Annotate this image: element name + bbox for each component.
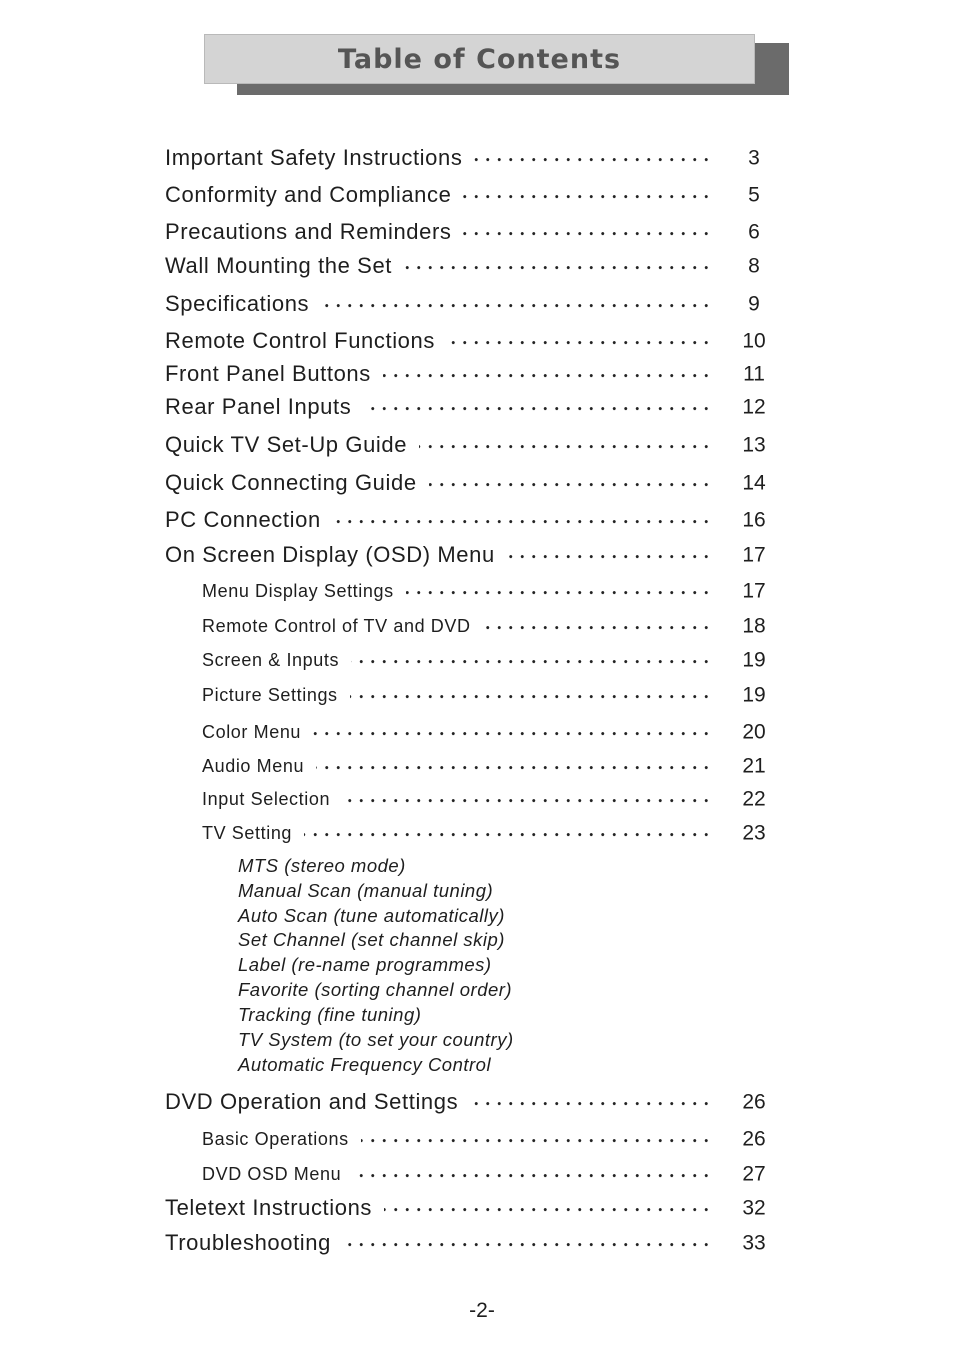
toc-entry-page: 10 <box>742 329 766 353</box>
dot-leader <box>419 445 712 449</box>
toc-entry-page: 26 <box>742 1127 766 1151</box>
toc-entry[interactable] <box>0 326 954 356</box>
dot-leader <box>351 660 712 664</box>
toc-entry[interactable] <box>0 680 954 710</box>
toc-entry[interactable] <box>0 1159 954 1189</box>
toc-entry-label: DVD Operation and Settings <box>165 1089 459 1114</box>
dot-leader <box>483 626 712 630</box>
toc-entry-page: 20 <box>742 720 766 744</box>
toc-entry-page: 19 <box>742 683 766 707</box>
toc-entry-label: Teletext Instructions <box>165 1195 373 1220</box>
toc-entry-page: 27 <box>742 1162 766 1186</box>
dot-leader <box>406 591 712 595</box>
toc-entry[interactable] <box>0 430 954 460</box>
dot-leader <box>463 195 712 199</box>
toc-entry-label: Audio Menu <box>202 756 305 776</box>
dot-leader <box>321 304 712 308</box>
toc-entry[interactable] <box>0 359 954 389</box>
toc-entry-page: 8 <box>748 254 760 278</box>
toc-entry-label: TV Setting <box>202 823 293 843</box>
toc-entry-label: Front Panel Buttons <box>165 361 371 386</box>
page-number: -2- <box>469 1299 495 1322</box>
tv-setting-subitem: Favorite (sorting channel order) <box>238 979 513 1000</box>
toc-entry-label: Picture Settings <box>202 685 338 705</box>
toc-entry-label: Important Safety Instructions <box>165 145 463 170</box>
toc-entry-page: 32 <box>742 1196 766 1220</box>
toc-entry[interactable] <box>0 392 954 422</box>
toc-entry[interactable] <box>0 289 954 319</box>
toc-entry[interactable] <box>0 751 954 781</box>
page-title: Table of Contents <box>337 43 622 75</box>
tv-setting-subitem: TV System (to set your country) <box>238 1029 514 1050</box>
toc-entry-page: 23 <box>742 821 766 845</box>
dot-leader <box>470 1102 712 1106</box>
toc-entry-label: Screen & Inputs <box>202 650 340 670</box>
toc-entry[interactable] <box>0 540 954 570</box>
dot-leader <box>507 555 712 559</box>
toc-entry-page: 17 <box>742 579 766 603</box>
toc-entry-label: Menu Display Settings <box>202 581 394 601</box>
toc-entry-label: On Screen Display (OSD) Menu <box>165 542 495 567</box>
toc-entry[interactable] <box>0 468 954 498</box>
toc-entry-label: Remote Control of TV and DVD <box>202 616 471 636</box>
dot-leader <box>313 732 712 736</box>
toc-entry[interactable] <box>0 251 954 281</box>
toc-entry-label: Basic Operations <box>202 1129 349 1149</box>
toc-entry-page: 9 <box>748 292 760 316</box>
dot-leader <box>447 341 712 345</box>
toc-entry-label: Precautions and Reminders <box>165 219 452 244</box>
toc-entry-page: 21 <box>742 754 766 778</box>
dot-leader <box>304 833 712 837</box>
toc-entry-page: 3 <box>748 146 760 170</box>
dot-leader <box>342 799 712 803</box>
toc-entry-page: 26 <box>742 1090 766 1114</box>
toc-entry-label: Rear Panel Inputs <box>165 394 352 419</box>
toc-entry[interactable] <box>0 505 954 535</box>
tv-setting-subitem: Auto Scan (tune automatically) <box>238 905 505 926</box>
toc-entry-page: 11 <box>743 362 765 386</box>
dot-leader <box>333 520 712 524</box>
toc-entry-page: 33 <box>742 1231 766 1255</box>
toc-entry-label: Remote Control Functions <box>165 328 435 353</box>
tv-setting-subitem: MTS (stereo mode) <box>238 855 406 876</box>
toc-entry-page: 5 <box>748 183 760 207</box>
toc-entry-label: DVD OSD Menu <box>202 1164 342 1184</box>
toc-entry-page: 22 <box>742 787 766 811</box>
toc-entry-label: Wall Mounting the Set <box>165 253 393 278</box>
toc-entry[interactable] <box>0 143 954 173</box>
toc-entry[interactable] <box>0 818 954 848</box>
toc-entry-page: 17 <box>742 543 766 567</box>
toc-entry[interactable] <box>0 1193 954 1223</box>
dot-leader <box>350 695 712 699</box>
toc-entry-label: Input Selection <box>202 789 331 809</box>
dot-leader <box>316 766 712 770</box>
toc-entry[interactable] <box>0 645 954 675</box>
dot-leader <box>363 407 712 411</box>
dot-leader <box>383 374 712 378</box>
dot-leader <box>429 483 712 487</box>
dot-leader <box>384 1208 712 1212</box>
toc-entry[interactable] <box>0 180 954 210</box>
toc-entry[interactable] <box>0 576 954 606</box>
toc-entry-label: PC Connection <box>165 507 321 532</box>
toc-entry-page: 14 <box>742 471 766 495</box>
toc-entry[interactable] <box>0 611 954 641</box>
toc-entry[interactable] <box>0 1228 954 1258</box>
toc-entry-label: Color Menu <box>202 722 302 742</box>
toc-entry-page: 6 <box>748 220 760 244</box>
tv-setting-subitem: Tracking (fine tuning) <box>238 1004 422 1025</box>
toc-entry-label: Quick Connecting Guide <box>165 470 417 495</box>
tv-setting-subitem: Automatic Frequency Control <box>238 1054 492 1075</box>
toc-entry-page: 13 <box>742 433 766 457</box>
dot-leader <box>404 266 712 270</box>
toc-entry[interactable] <box>0 1087 954 1117</box>
toc-entry-page: 19 <box>742 648 766 672</box>
tv-setting-subitem: Set Channel (set channel skip) <box>238 929 505 950</box>
toc-entry[interactable] <box>0 717 954 747</box>
toc-entry-page: 16 <box>742 508 766 532</box>
toc-entry-label: Quick TV Set-Up Guide <box>165 432 408 457</box>
toc-entry-label: Specifications <box>165 291 310 316</box>
dot-leader <box>463 232 712 236</box>
toc-entry[interactable] <box>0 1124 954 1154</box>
toc-entry-page: 18 <box>742 614 766 638</box>
toc-entry-label: Conformity and Compliance <box>165 182 452 207</box>
toc-entry[interactable] <box>0 217 954 247</box>
toc-entry-label: Troubleshooting <box>165 1230 331 1255</box>
tv-setting-subitem: Manual Scan (manual tuning) <box>238 880 494 901</box>
dot-leader <box>361 1139 712 1143</box>
dot-leader <box>353 1174 712 1178</box>
dot-leader <box>343 1243 712 1247</box>
dot-leader <box>474 158 712 162</box>
toc-entry-page: 12 <box>742 395 766 419</box>
tv-setting-subitem: Label (re-name programmes) <box>238 954 492 975</box>
toc-entry[interactable] <box>0 784 954 814</box>
